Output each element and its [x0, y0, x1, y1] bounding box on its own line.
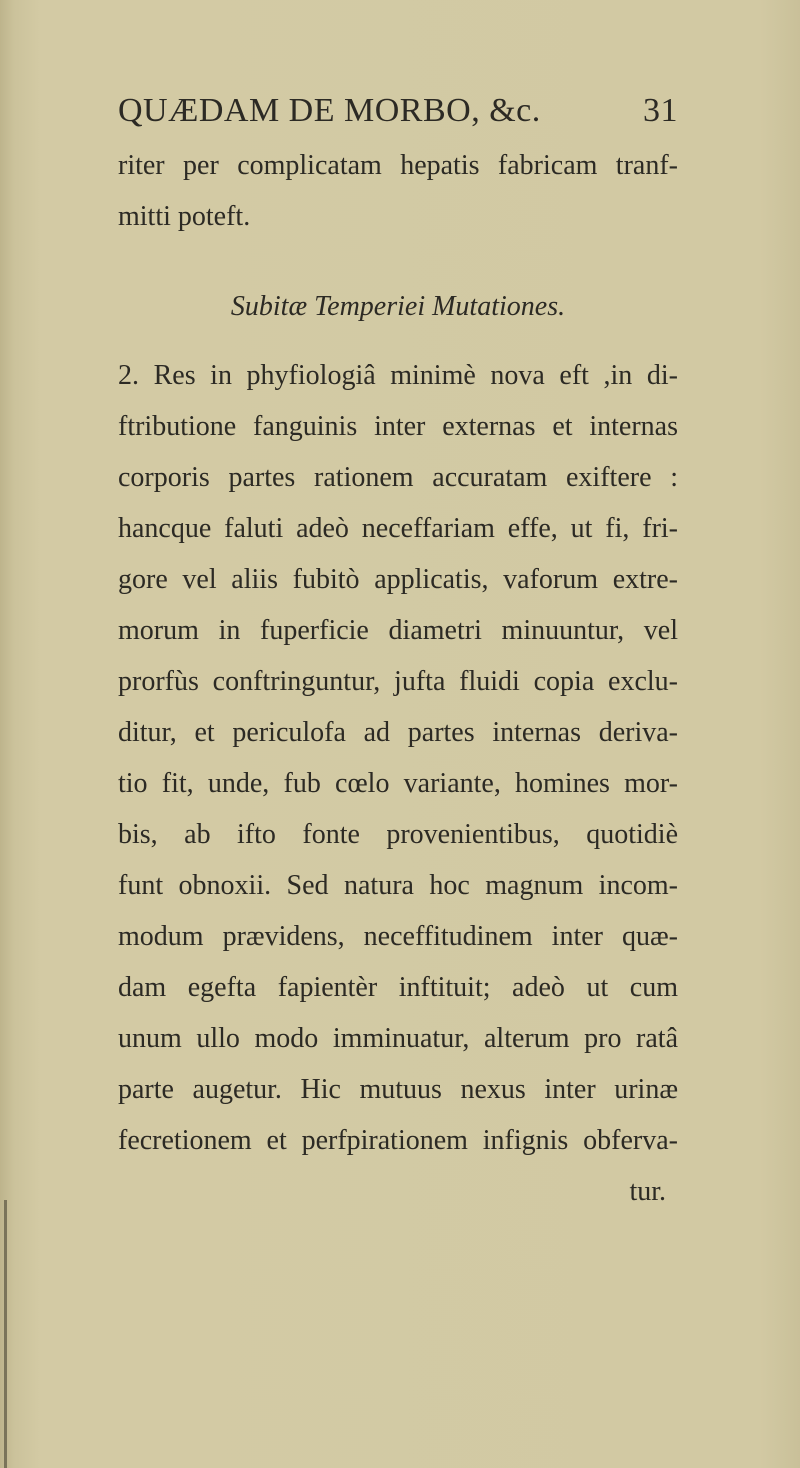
- text-line: corporis partes rationem accuratam exiftere :: [118, 462, 678, 493]
- text-line: modum prævidens, neceffitudinem inter quæ-: [118, 921, 678, 952]
- text-line: tio fit, unde, fub cœlo variante, homines mor-: [118, 768, 678, 799]
- text-line: prorfùs conftringuntur, jufta fluidi copia exclu-: [118, 666, 678, 697]
- running-head-title: QUÆDAM DE MORBO, &c.: [118, 92, 541, 129]
- section-heading: Subitæ Temperiei Mutationes.: [230, 291, 566, 322]
- running-head: [118, 92, 678, 130]
- text-line: ftributione fanguinis inter externas et internas: [118, 411, 678, 442]
- text-line: fecretionem et perfpirationem infignis obferva-: [118, 1125, 678, 1156]
- text-line: riter per complicatam hepatis fabricam tranf-: [118, 150, 678, 181]
- text-line: funt obnoxii. Sed natura hoc magnum incom-: [118, 870, 678, 901]
- text-line: morum in fuperficie diametri minuuntur, vel: [118, 615, 678, 646]
- text-line: hancque faluti adeò neceffariam effe, ut fi, fri-: [118, 513, 678, 544]
- text-block: [118, 140, 678, 1217]
- paragraph: [118, 350, 678, 1166]
- text-line: ditur, et periculofa ad partes internas deriva-: [118, 717, 678, 748]
- binding-edge: [4, 1200, 7, 1468]
- text-line: dam egefta fapientèr inftituit; adeò ut cum: [118, 972, 678, 1003]
- catchword: tur.: [629, 1176, 666, 1207]
- text-line: parte augetur. Hic mutuus nexus inter urinæ: [118, 1074, 678, 1105]
- text-line: 2. Res in phyfiologiâ minimè nova eft ,in di-: [118, 360, 678, 391]
- text-line: unum ullo modo imminuatur, alterum pro ratâ: [118, 1023, 678, 1054]
- text-line: mitti poteft.: [118, 201, 251, 232]
- text-line: bis, ab ifto fonte provenientibus, quotidiè: [118, 819, 678, 850]
- text-line: gore vel aliis fubitò applicatis, vaforum extre-: [118, 564, 678, 595]
- page-number: 31: [643, 92, 678, 129]
